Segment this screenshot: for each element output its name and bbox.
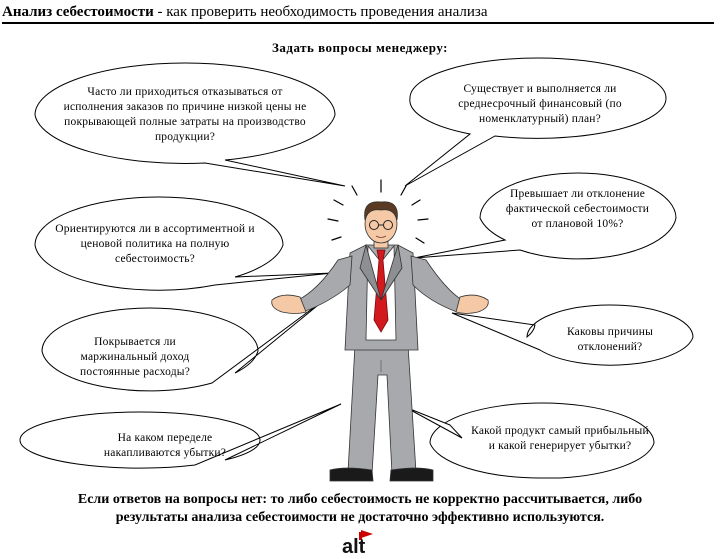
question-4: Превышает ли отклонение фактической себестоимости от плановой 10%?	[505, 188, 650, 230]
question-2: Существует и выполняется ли среднесрочный финансовый (по номенклатурный) план?	[458, 83, 622, 125]
question-1: Часто ли приходиться отказываться от исполнения заказов по причине низкой цены не покрывающей полные затраты на производство продукции?	[63, 86, 307, 143]
conclusion-line-2: результаты анализа себестоимости не достаточно эффективно используются.	[115, 510, 605, 525]
question-3: Ориентируются ли в ассортиментной и ценовой политика на полную себестоимость?	[55, 223, 255, 265]
logo-mark	[341, 528, 381, 554]
subtitle: Задать вопросы менеджеру:	[272, 40, 448, 55]
conclusion-text	[10, 491, 710, 527]
question-7: На каком переделе накапливаются убытки?	[103, 432, 227, 459]
title-rest: - как проверить необходимость проведения анализа	[153, 4, 488, 20]
title-main: Анализ себестоимости	[2, 4, 154, 20]
question-5: Покрывается ли маржинальный доход постоянные расходы?	[79, 336, 191, 378]
question-6: Каковы причины отклонений?	[566, 326, 654, 353]
company-logo	[341, 528, 381, 554]
question-8: Какой продукт самый прибыльный и какой генерирует убытки?	[471, 425, 649, 452]
logo-text: alt	[342, 536, 366, 554]
conclusion-line-1: Если ответов на вопросы нет: то либо себестоимость не корректно рассчитывается, либо	[77, 492, 643, 507]
